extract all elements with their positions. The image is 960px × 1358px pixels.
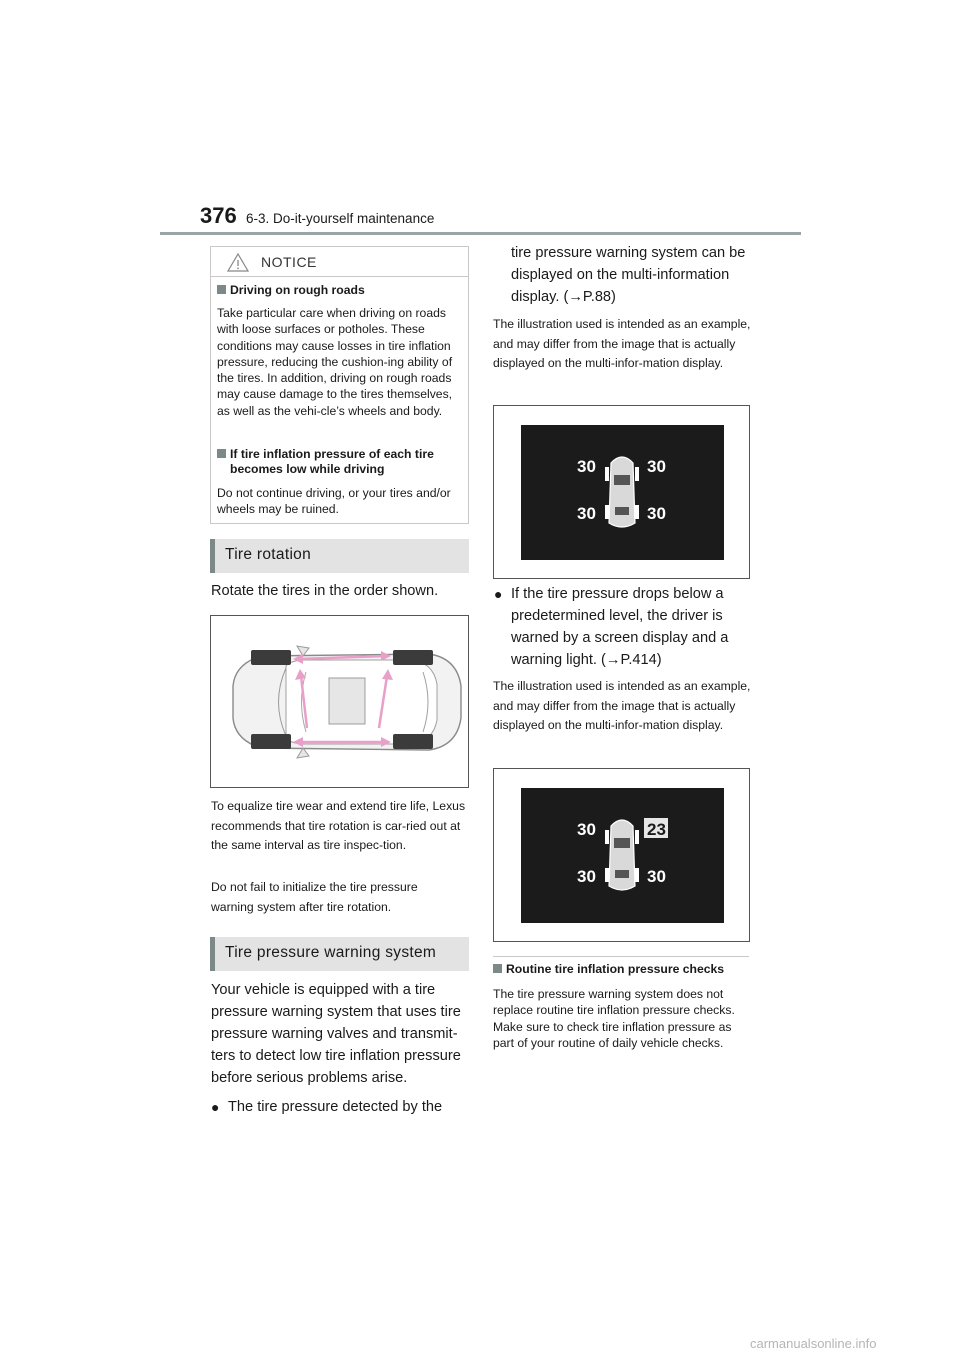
tpws-warning-display-figure bbox=[493, 768, 750, 942]
caption: The illustration used is intended as an example, and may differ from the image that is actually displayed on the multi-infor-mation display. bbox=[493, 317, 751, 370]
bullet-item-continuation: tire pressure warning system can be displayed on the multi-information display. (→P.88) bbox=[511, 245, 746, 305]
tire-rotation-figure bbox=[210, 615, 469, 788]
car-icon bbox=[605, 820, 639, 890]
rear-left-pressure: 30 bbox=[577, 867, 596, 886]
rear-right-pressure: 30 bbox=[647, 504, 666, 523]
notice-body: Take particular care when driving on roads with loose surfaces or potholes. These conditions may cause losses in tire inflation pressure, reducing the cushion-ing ability of the tires. In addition, driving on rough roads may cause damage to the tires themselves, as well as the vehi-cle’s wheels and body. bbox=[217, 306, 453, 418]
front-right-pressure: 30 bbox=[647, 457, 666, 476]
notice-subheading: Driving on rough roads bbox=[217, 283, 365, 298]
paragraph: The tire pressure warning system does not replace routine tire inflation pressure checks. Make sure to check tire inflation pressure as part of your routine of daily vehicle checks. bbox=[493, 987, 735, 1050]
notice-header bbox=[211, 247, 468, 277]
page-number: 376 bbox=[200, 203, 237, 228]
square-bullet-icon bbox=[217, 285, 226, 294]
square-bullet-icon bbox=[493, 964, 502, 973]
front-left-pressure: 30 bbox=[577, 820, 596, 839]
square-bullet-icon bbox=[217, 449, 226, 458]
bullet-dot-icon: ● bbox=[494, 586, 503, 602]
section-heading: Tire rotation bbox=[210, 539, 469, 573]
section-heading: Tire pressure warning system bbox=[210, 937, 469, 971]
bullet-dot-icon: ● bbox=[211, 1099, 220, 1115]
section-title: 6-3. Do-it-yourself maintenance bbox=[246, 211, 435, 226]
paragraph: Your vehicle is equipped with a tire pressure warning system that uses tire pressure warning valves and transmit-ters to detect low tire inflation pressure before serious problems arise. bbox=[211, 982, 461, 1086]
watermark: carmanualsonline.info bbox=[750, 1336, 877, 1351]
notice-box bbox=[210, 246, 469, 524]
bullet-item: ● If the tire pressure drops below a predetermined level, the driver is warned by a screen display and a warning light. (→P.414) bbox=[494, 583, 750, 671]
divider bbox=[493, 956, 749, 957]
header-divider bbox=[160, 232, 801, 235]
front-left-pressure: 30 bbox=[577, 457, 596, 476]
notice-subheading: If tire inflation pressure of each tire becomes low while driving bbox=[217, 447, 434, 477]
rear-right-pressure: 30 bbox=[647, 867, 666, 886]
tire-pressure-readout bbox=[521, 788, 724, 923]
notice-body: Do not continue driving, or your tires and/or wheels may be ruined. bbox=[217, 486, 451, 517]
car-top-view-illustration bbox=[211, 616, 468, 787]
subheading: Routine tire inflation pressure checks bbox=[493, 962, 724, 976]
paragraph: Do not fail to initialize the tire pressure warning system after tire rotation. bbox=[211, 880, 418, 914]
front-right-pressure-low: 23 bbox=[647, 820, 666, 839]
tpws-display-figure bbox=[493, 405, 750, 579]
warning-triangle-icon bbox=[227, 253, 249, 272]
tire-pressure-readout bbox=[521, 425, 724, 560]
multi-information-display bbox=[521, 788, 724, 923]
notice-title: NOTICE bbox=[261, 254, 317, 270]
bullet-item: ● The tire pressure detected by the bbox=[211, 1096, 469, 1118]
rear-left-pressure: 30 bbox=[577, 504, 596, 523]
paragraph: Rotate the tires in the order shown. bbox=[211, 583, 439, 599]
caption: The illustration used is intended as an example, and may differ from the image that is actually displayed on the multi-infor-mation display. bbox=[493, 679, 751, 732]
car-icon bbox=[605, 457, 639, 527]
multi-information-display bbox=[521, 425, 724, 560]
paragraph: To equalize tire wear and extend tire life, Lexus recommends that tire rotation is car-ried out at the same interval as tire inspec-tion. bbox=[211, 799, 466, 852]
